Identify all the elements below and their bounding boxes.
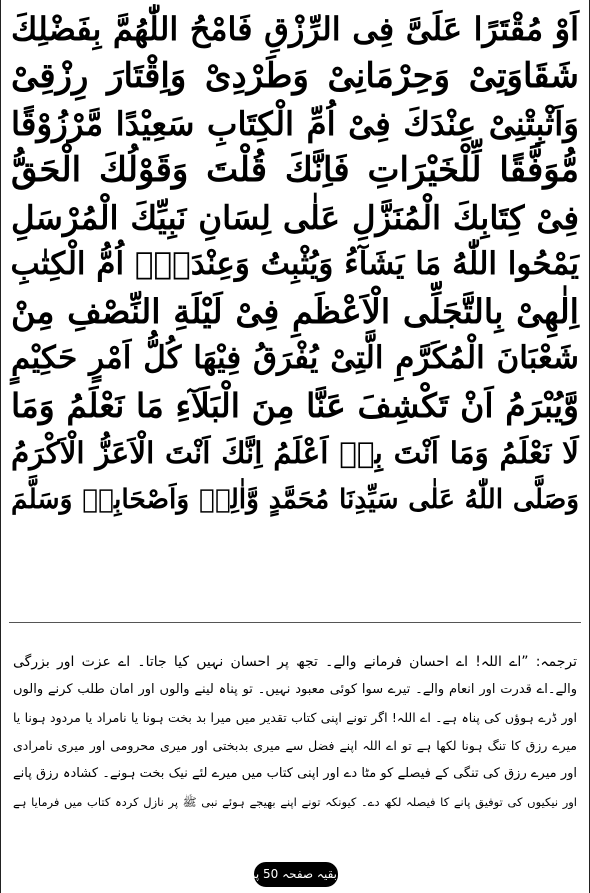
arabic-line: لَا نَعْلَمُ وَمَا اَنْتَ بِهٖ اَعْلَمُ اِنَّكَ اَنْتَ الْاَعَزُّ الْاَكْرَمُ	[11, 435, 579, 470]
urdu-line: اور میرے رزق کی تنگی کے فیصلے کو مٹا دے اور اپنی کتاب میں میرے لئے نیک بخت ہونے۔ کشادہ رزق پانے	[13, 766, 577, 781]
urdu-line: والے۔اے قدرت اور انعام والے۔ تیرے سوا کوئی معبود نہیں۔ تو پناہ لینے والوں اور امان طلب کرنے والوں	[13, 682, 577, 697]
arabic-line: وَصَلَّی اللّٰهُ عَلٰی سَیِّدِنَا مُحَمَّدٍ وَّاٰلِهٖ وَاَصْحَابِهٖ وَسَلَّمَ	[11, 484, 579, 515]
arabic-line: فِیْ كِتَابِكَ الْمُنَزَّلِ عَلٰی لِسَانِ نَبِیِّكَ الْمُرْسَلِ	[11, 198, 579, 237]
urdu-translation	[13, 648, 577, 816]
urdu-line: میرے رزق کا تنگ ہونا لکھا ہے تو اے اللہ اپنے فضل سے میری بدبختی اور میری محرومی اور میری نامرادی	[13, 738, 577, 753]
arabic-line: مُّوَفَّقًا لِّلْخَیْرَاتِ فَاِنَّكَ قُلْتَ وَقَوْلُكَ الْحَقُّ	[11, 150, 579, 190]
arabic-line: اَوْ مُقْتَرًا عَلَیَّ فِی الرِّزْقِ فَامْحُ اللّٰھُمَّ بِفَضْلِكَ	[11, 10, 579, 48]
urdu-line: اور نیکیوں کی توفیق پانے کا فیصلہ لکھ دے۔ کیونکہ تونے اپنے بھیجے ہوئے نبی ﷺ پر نازل کردہ کتاب میں فرمایا ہے	[13, 795, 577, 809]
arabic-line: شَعْبَانَ الْمُكَرَّمِ الَّتِیْ یُفْرَقُ فِیْهَا كُلُّ اَمْرٍ حَكِیْمٍ	[11, 340, 579, 376]
urdu-line: ترجمہ: ”اے اللہ! اے احسان فرمانے والے۔ تجھ پر احسان نہیں کیا جاتا۔ اے عزت اور بزرگی	[13, 654, 577, 670]
arabic-line: وَّیُبْرَمُ اَنْ تَكْشِفَ عَنَّا مِنَ الْبَلَآءِ مَا نَعْلَمُ وَمَا	[11, 386, 579, 425]
urdu-line: اور ڈرے ہوؤں کی پناہ ہے۔ اے اللہ! اگر تونے اپنی کتاب تقدیر میں میرا بد بخت ہونا یا نامراد یا مردود ہونا یا	[13, 710, 577, 725]
arabic-dua-text	[11, 6, 579, 618]
arabic-line: یَمْحُوا اللّٰهُ مَا یَشَآءُ وَیُثْبِتُ وَعِنْدَهٗۤ اُمُّ الْكِتٰبِ	[10, 246, 579, 282]
arabic-line: اِلٰهِیْ بِالتَّجَلِّی الْاَعْظَمِ فِیْ لَیْلَةِ النِّصْفِ مِنْ	[11, 292, 579, 331]
section-divider	[9, 622, 581, 623]
arabic-line: شَقَاوَتِیْ وَحِرْمَانِیْ وَطَرْدِیْ وَاِقْتَارَ رِزْقِیْ	[11, 56, 579, 96]
arabic-line: وَاَثْبِتْنِیْ عِنْدَكَ فِیْ اُمِّ الْكِتَابِ سَعِیْدًا مَّرْزُوْقًا	[11, 104, 579, 143]
continued-on-page-badge: بقیہ صفحہ 50 پر	[254, 862, 338, 887]
